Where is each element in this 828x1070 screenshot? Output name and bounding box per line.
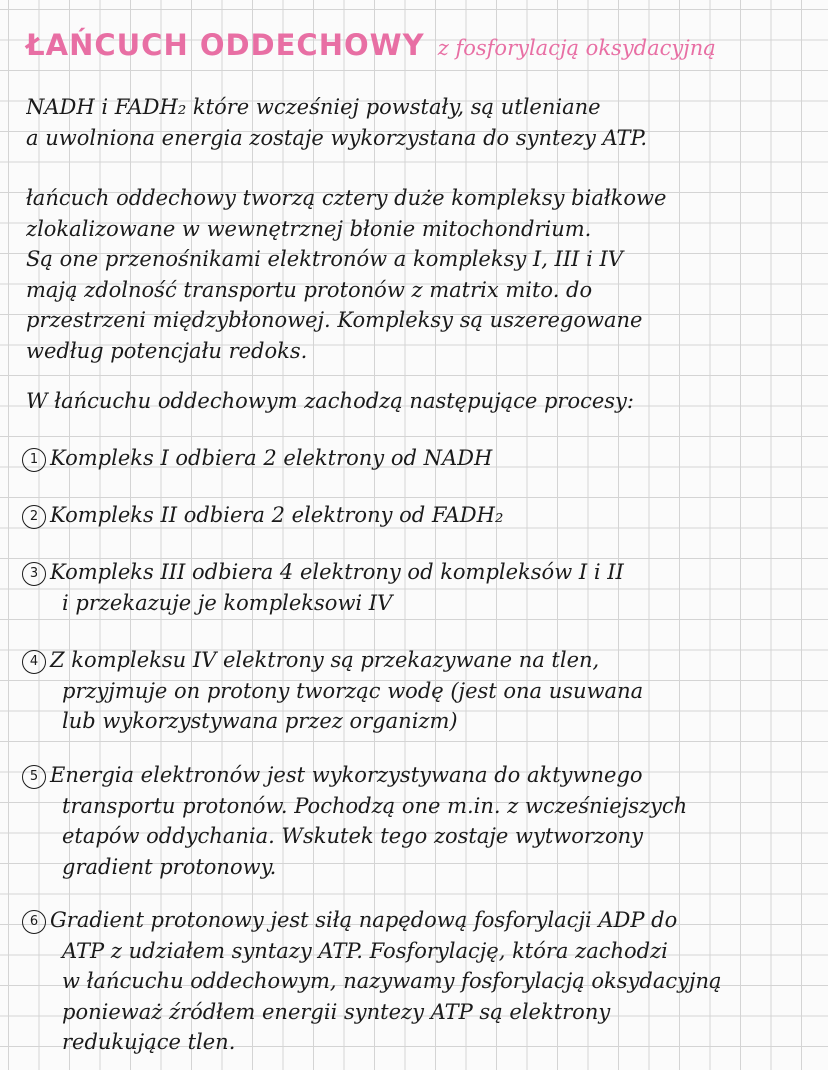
- step-line: ponieważ źródłem energii syntezy ATP są elektrony: [62, 999, 611, 1024]
- step-number-badge: 1: [22, 448, 46, 472]
- step-number-badge: 3: [22, 562, 46, 586]
- step-4: [22, 645, 814, 737]
- step-5: [22, 760, 814, 882]
- step-3: [22, 557, 814, 618]
- title-main: ŁAŃCUCH ODDECHOWY: [26, 28, 425, 62]
- step-1: [22, 443, 814, 474]
- step-line: transportu protonów. Pochodzą one m.in. z wcześniejszych: [62, 793, 688, 818]
- step-number-badge: 5: [22, 765, 46, 789]
- processes-intro: [26, 386, 811, 417]
- description-line: łańcuch oddechowy tworzą cztery duże kompleksy białkowe: [26, 186, 667, 210]
- step-line: przyjmuje on protony tworząc wodę (jest ona usuwana: [62, 678, 644, 703]
- step-number-badge: 2: [22, 505, 46, 529]
- description-line: według potencjału redoks.: [26, 338, 308, 363]
- step-6: [22, 905, 814, 1058]
- step-line: Kompleks I odbiera 2 elektrony od NADH: [50, 446, 493, 470]
- step-line: Energia elektronów jest wykorzystywana do aktywnego: [50, 763, 643, 787]
- step-line: ATP z udziałem syntazy ATP. Fosforylację, która zachodzi: [62, 938, 668, 963]
- title-subtitle: z fosforylacją oksydacyjną: [437, 36, 716, 60]
- step-number-badge: 4: [22, 650, 46, 674]
- step-line: Gradient protonowy jest siłą napędową fosforylacji ADP do: [50, 908, 678, 932]
- description-line: zlokalizowane w wewnętrznej błonie mitochondrium.: [26, 216, 592, 241]
- step-number-badge: 6: [22, 910, 46, 934]
- step-line: lub wykorzystywana przez organizm): [62, 709, 458, 733]
- intro-line: a uwolniona energia zostaje wykorzystana do syntezy ATP.: [26, 125, 648, 150]
- step-line: etapów oddychania. Wskutek tego zostaje wytworzony: [62, 824, 644, 848]
- intro-line: NADH i FADH₂ które wcześniej powstały, są utleniane: [26, 95, 601, 119]
- description-paragraph: [26, 183, 811, 366]
- page-title: [26, 28, 816, 62]
- processes-intro-line: W łańcuchu oddechowym zachodzą następujące procesy:: [26, 389, 634, 413]
- description-line: mają zdolność transportu protonów z matrix mito. do: [26, 277, 593, 302]
- description-line: Są one przenośnikami elektronów a kompleksy I, III i IV: [26, 247, 623, 271]
- step-2: [22, 500, 814, 531]
- step-line: Kompleks II odbiera 2 elektrony od FADH₂: [50, 503, 504, 527]
- step-line: w łańcuchu oddechowym, nazywamy fosforylacją oksydacyjną: [62, 969, 722, 993]
- step-line: Kompleks III odbiera 4 elektrony od kompleksów I i II: [50, 560, 624, 584]
- step-line: gradient protonowy.: [62, 854, 277, 879]
- step-line: i przekazuje je kompleksowi IV: [62, 590, 393, 615]
- step-line: redukujące tlen.: [62, 1030, 236, 1054]
- step-line: Z kompleksu IV elektrony są przekazywane na tlen,: [50, 648, 600, 672]
- description-line: przestrzeni międzybłonowej. Kompleksy są uszeregowane: [26, 308, 643, 332]
- intro-paragraph: [26, 92, 811, 153]
